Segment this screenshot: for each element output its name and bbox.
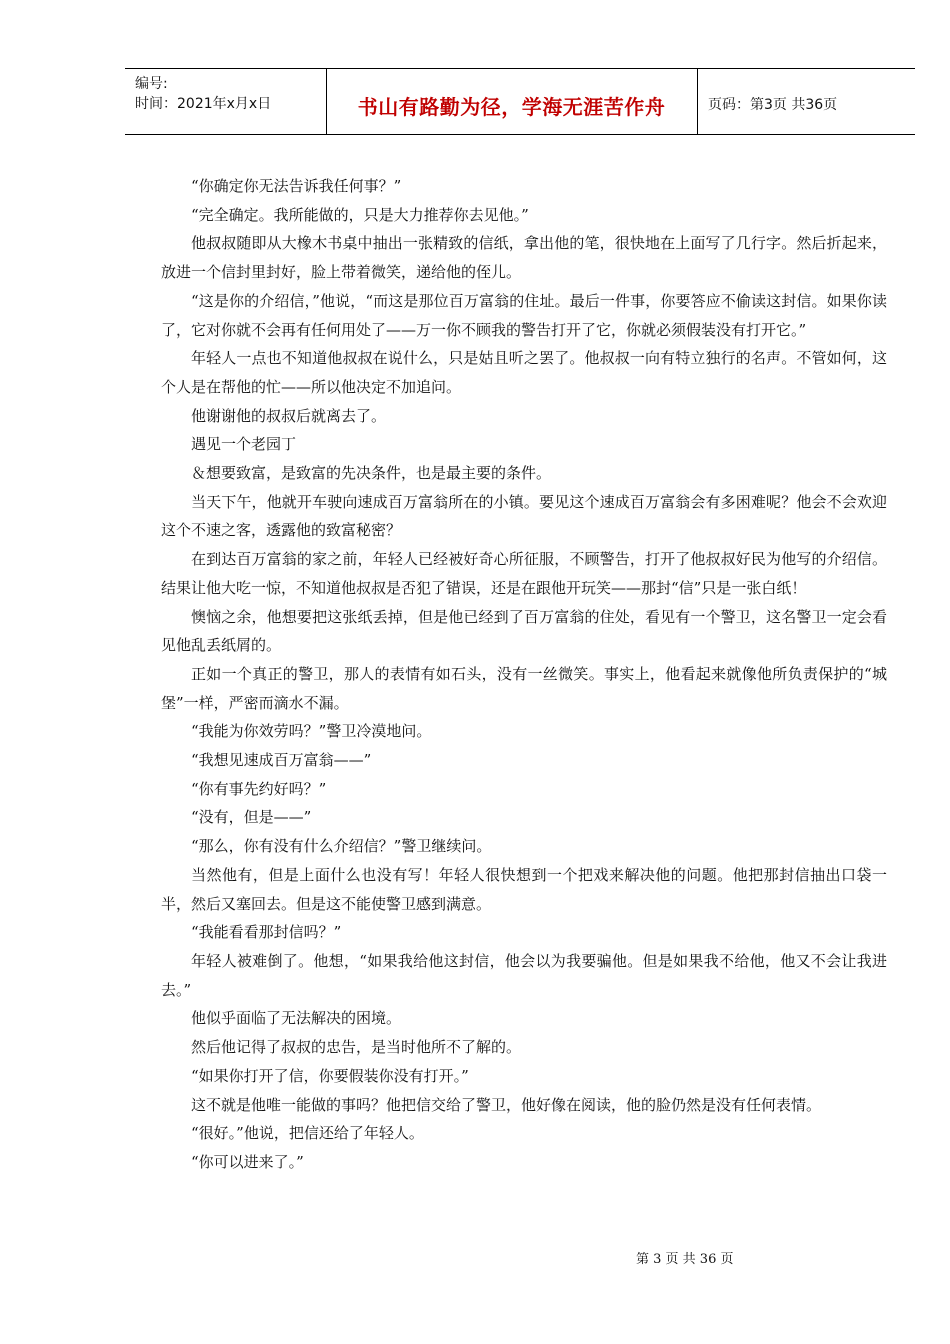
page-header xyxy=(125,68,915,135)
serial-number-label: 编号: xyxy=(135,76,168,92)
paragraph: “你确定你无法告诉我任何事？” xyxy=(191,177,402,195)
page-footer: 第 3 页 共 36 页 xyxy=(636,1252,734,1267)
paragraph: 在到达百万富翁的家之前，年轻人已经被好奇心所征服，不顾警告，打开了他叔叔好民为他写的介绍信。结果让他大吃一惊，不知道他叔叔是否犯了错误，还是在跟他开玩笑——那封“信”只是一张白纸！ xyxy=(161,550,887,597)
paragraph: 年轻人被难倒了。他想，“如果我给他这封信，他会以为我要骗他。但是如果我不给他，他又不会让我进去。” xyxy=(161,951,887,999)
paragraph: “完全确定。我所能做的，只是大力推荐你去见他。” xyxy=(191,205,529,224)
paragraph: 年轻人一点也不知道他叔叔在说什么，只是姑且听之罢了。他叔叔一向有特立独行的名声。不管如何，这个人是在帮他的忙——所以他决定不加追问。 xyxy=(161,349,887,396)
paragraph: 当天下午，他就开车驶向速成百万富翁所在的小镇。要见这个速成百万富翁会有多困难呢？他会不会欢迎这个不速之客，透露他的致富秘密？ xyxy=(161,492,887,540)
header-page-info: 页码：第3页 共36页 xyxy=(708,97,838,113)
header-middle-cell xyxy=(326,69,698,134)
time-label: 时间：2021年x月x日 xyxy=(135,96,272,112)
paragraph: “如果你打开了信，你要假装你没有打开。” xyxy=(191,1066,469,1085)
paragraph: “我能为你效劳吗？”警卫冷漠地问。 xyxy=(191,722,432,741)
paragraph: “你可以进来了。” xyxy=(191,1152,304,1171)
paragraph: ＆想要致富，是致富的先决条件，也是最主要的条件。 xyxy=(191,464,552,483)
paragraph: 当然他有，但是上面什么也没有写！年轻人很快想到一个把戏来解决他的问题。他把那封信抽出口袋一半，然后又塞回去。但是这不能使警卫感到满意。 xyxy=(161,865,887,913)
paragraph: 懊恼之余，他想要把这张纸丢掉，但是他已经到了百万富翁的住处，看见有一个警卫，这名警卫一定会看见他乱丢纸屑的。 xyxy=(161,607,887,655)
paragraph: 正如一个真正的警卫，那人的表情有如石头，没有一丝微笑。事实上，他看起来就像他所负责保护的“城堡”一样，严密而滴水不漏。 xyxy=(161,664,887,712)
paragraph: “那么，你有没有什么介绍信？”警卫继续问。 xyxy=(191,837,492,856)
paragraph: 这不就是他唯一能做的事吗？他把信交给了警卫，他好像在阅读，他的脸仍然是没有任何表情。 xyxy=(191,1095,822,1114)
paragraph: 然后他记得了叔叔的忠告，是当时他所不了解的。 xyxy=(191,1038,522,1057)
paragraph: “我想见速成百万富翁——” xyxy=(191,751,372,770)
paragraph: “很好。”他说，把信还给了年轻人。 xyxy=(191,1124,424,1143)
paragraph: “我能看看那封信吗？” xyxy=(191,923,342,942)
paragraph: 他似乎面临了无法解决的困境。 xyxy=(191,1009,402,1028)
paragraph: 他叔叔随即从大橡木书桌中抽出一张精致的信纸，拿出他的笔，很快地在上面写了几行字。然后折起来，放进一个信封里封好，脸上带着微笑，递给他的侄儿。 xyxy=(161,234,887,282)
paragraph: “你有事先约好吗？” xyxy=(191,779,327,798)
paragraph: “这是你的介绍信，”他说，“而这是那位百万富翁的住址。最后一件事，你要答应不偷读这封信。如果你读了，它对你就不会再有任何用处了——万一你不顾我的警告打开了它，你就必须假装没有打开它。” xyxy=(161,291,887,339)
paragraph: 他谢谢他的叔叔后就离去了。 xyxy=(191,406,387,425)
header-motto: 书山有路勤为径，学海无涯苦作舟 xyxy=(357,95,666,119)
header-left-cell xyxy=(125,69,327,134)
paragraph: “没有，但是——” xyxy=(191,808,312,827)
header-right-cell xyxy=(698,69,915,134)
document-body xyxy=(161,172,887,1177)
section-heading: 遇见一个老园丁 xyxy=(191,435,297,454)
